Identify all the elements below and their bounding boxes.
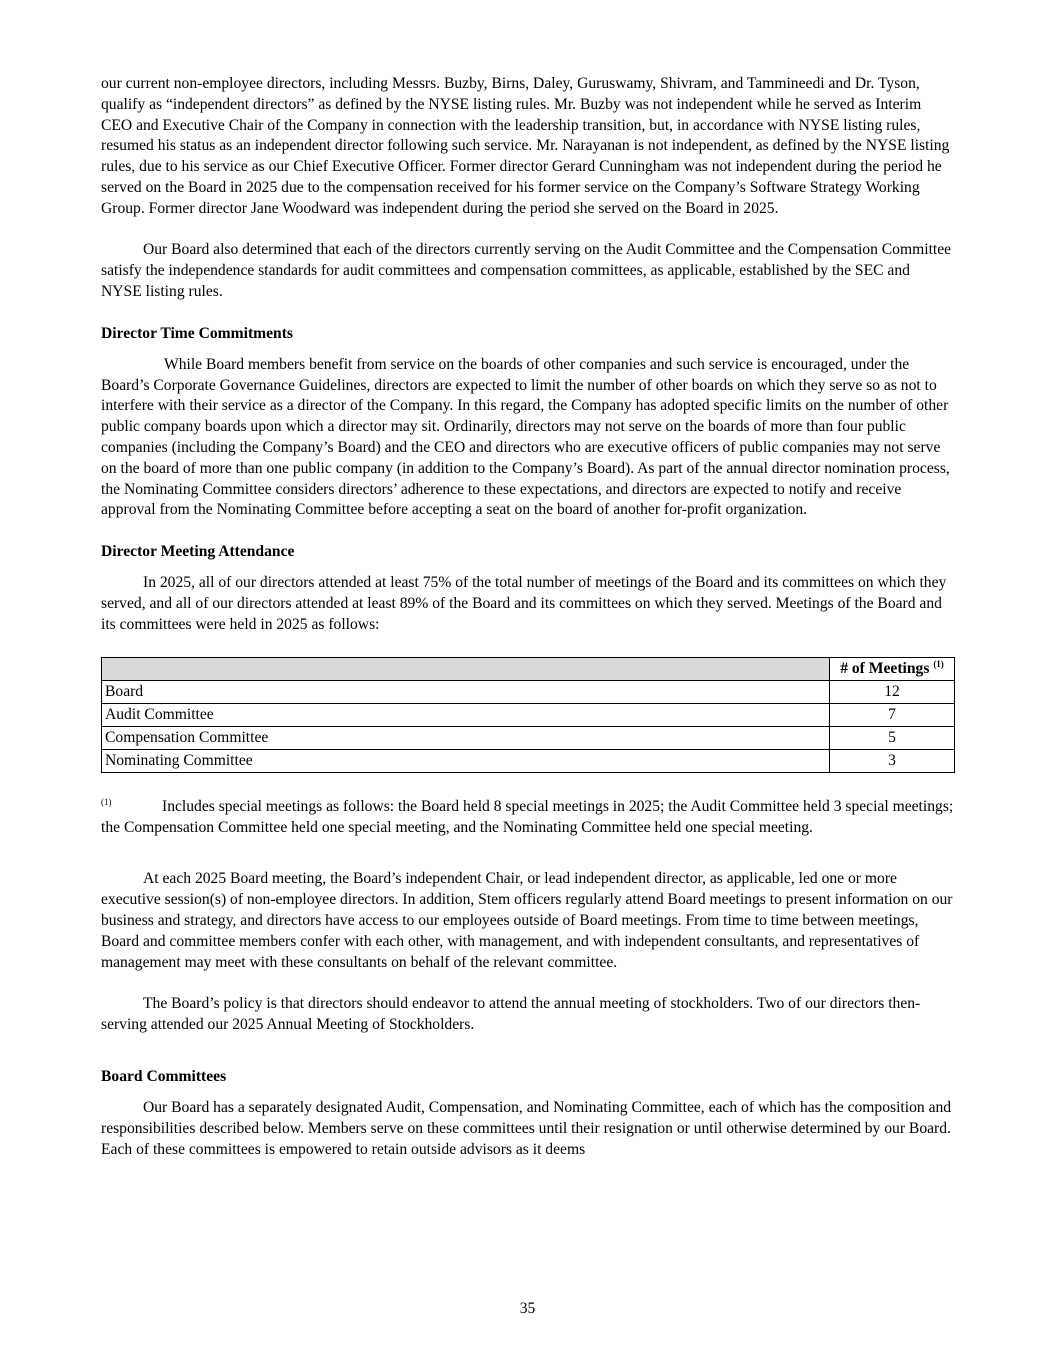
row-body-cell: Board <box>102 680 830 703</box>
table-row <box>102 680 955 703</box>
header-meetings-cell <box>830 657 955 680</box>
row-body-cell: Compensation Committee <box>102 726 830 749</box>
board-committees-heading: Board Committees <box>101 1067 227 1085</box>
header-footnote-ref: (1) <box>933 658 944 669</box>
time-commitments-heading: Director Time Commitments <box>101 324 293 342</box>
table-footnote: (1) Includes special meetings as follows: the Board held 8 special meetings in 2025; the Audit Committee held 3 special meetings; the Compensation Committee held one special meeting, and the Nominating Committee held one special meeting. <box>101 796 954 836</box>
attendance-heading: Director Meeting Attendance <box>101 543 295 561</box>
row-meetings-cell: 7 <box>830 703 955 726</box>
annual-meeting-paragraph: The Board’s policy is that directors should endeavor to attend the annual meeting of stockholders. Two of our directors then-serving attended our 2025 Annual Meeting of Stockholders. <box>101 995 921 1033</box>
row-meetings-cell: 5 <box>830 726 955 749</box>
committee-independence-paragraph: Our Board also determined that each of the directors currently serving on the Audit Committee and the Compensation Committee satisfy the independence standards for audit committees and compensation committees, as applicable, established by the SEC and NYSE listing rules. <box>101 241 952 300</box>
table-row <box>102 749 955 772</box>
header-label-cell <box>102 657 830 680</box>
footnote-text: Includes special meetings as follows: the Board held 8 special meetings in 2025; the Audit Committee held 3 special meetings; the Compensation Committee held one special meeting, and the Nominating Committee held one special meeting. <box>101 797 954 836</box>
row-meetings-cell: 3 <box>830 749 955 772</box>
attendance-paragraph: In 2025, all of our directors attended at least 75% of the total number of meetings of the Board and its committees on which they served, and all of our directors attended at least 89% of the Board and its committees on which they served. Meetings of the Board and its committees were held in 2025 as follows: <box>101 574 947 633</box>
table-row <box>102 703 955 726</box>
header-meetings-label: # of Meetings <box>840 659 930 677</box>
page-number: 35 <box>519 1300 536 1317</box>
board-committees-paragraph: Our Board has a separately designated Audit, Compensation, and Nominating Committee, each of which has the composition and responsibilities described below. Members serve on these committees until their resignation or until otherwise determined by our Board. Each of these committees is empowered to retain outside advisors as it deems <box>101 1098 952 1158</box>
row-body-cell: Audit Committee <box>102 703 830 726</box>
document-page <box>101 74 954 1160</box>
row-meetings-cell: 12 <box>830 680 955 703</box>
table-row <box>102 726 955 749</box>
independence-paragraph: our current non-employee directors, including Messrs. Buzby, Birns, Daley, Guruswamy, Shivram, and Tammineedi and Dr. Tyson, qualify as “independent directors” as defined by the NYSE listing rules. Mr. Buzby was not independent while he served as Interim CEO and Executive Chair of the Company in connection with the leadership transition, but, in accordance with NYSE listing rules, resumed his status as an independent director following such service. Mr. Narayanan is not independent, as defined by the NYSE listing rules, due to his service as our Chief Executive Officer. Former director Gerard Cunningham was not independent during the period he served on the Board in 2025 due to the compensation received for his former service on the Company’s Software Strategy Working Group. Former director Jane Woodward was independent during the period she served on the Board in 2025. <box>101 75 950 217</box>
meetings-table <box>101 657 955 773</box>
row-body-cell: Nominating Committee <box>102 749 830 772</box>
time-commitments-paragraph: While Board members benefit from service on the boards of other companies and such service is encouraged, under the Board’s Corporate Governance Guidelines, directors are expected to limit the number of other boards on which they serve so as not to interfere with their service as a director of the Company. In this regard, the Company has adopted specific limits on the number of other public company boards upon which a director may sit. Ordinarily, directors may not serve on the boards of more than four public companies (including the Company’s Board) and the CEO and directors who are executive officers of public companies may not serve on the board of more than one public company (in addition to the Company’s Board). As part of the annual director nomination process, the Nominating Committee considers directors’ adherence to these expectations, and directors are expected to notify and receive approval from the Nominating Committee before accepting a seat on the board of another for-profit organization. <box>101 355 950 519</box>
table-header-row <box>102 657 955 680</box>
executive-sessions-paragraph: At each 2025 Board meeting, the Board’s independent Chair, or lead independent director, as applicable, led one or more executive session(s) of non-employee directors. In addition, Stem officers regularly attend Board meetings to present information on our business and strategy, and directors have access to our employees outside of Board meetings. From time to time between meetings, Board and committee members confer with each other, with management, and with independent consultants, and representatives of management may meet with these consultants on behalf of the relevant committee. <box>101 870 953 971</box>
